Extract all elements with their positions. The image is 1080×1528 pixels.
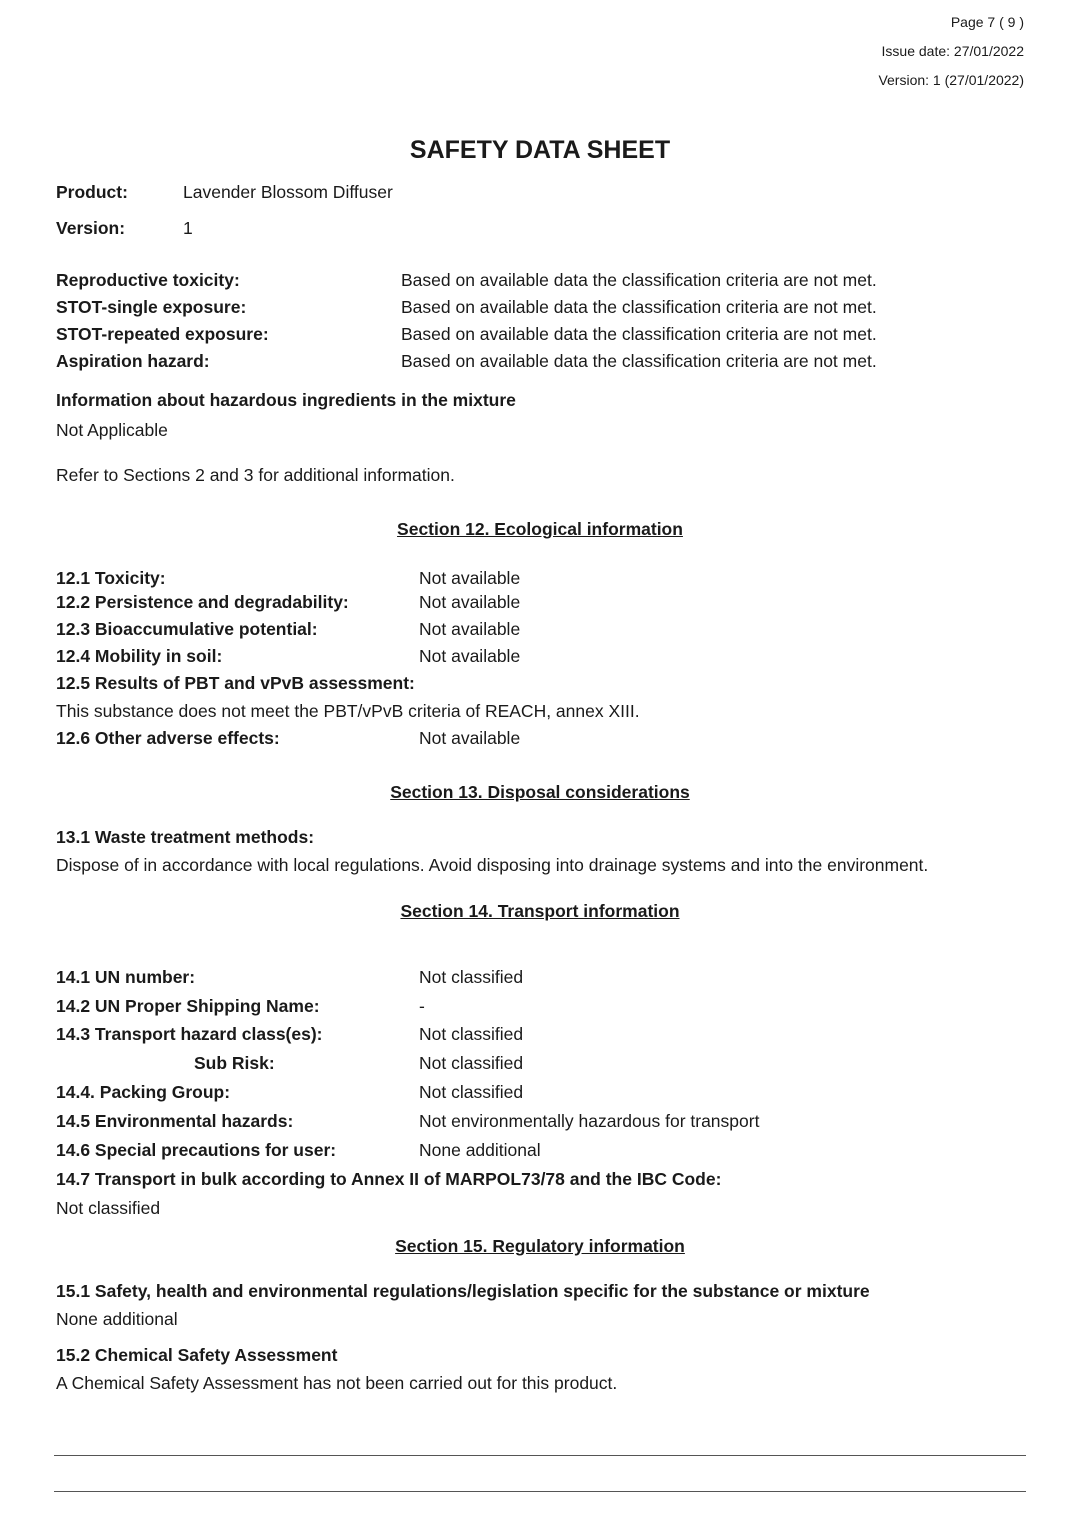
persistence-label: 12.2 Persistence and degradability:: [56, 592, 349, 612]
hazard-class-label: 14.3 Transport hazard class(es):: [56, 1024, 323, 1044]
toxicity-label: 12.1 Toxicity:: [56, 568, 166, 588]
regulations-label: 15.1 Safety, health and environmental regulations/legislation specific for the substance or mixture: [56, 1281, 870, 1301]
mobility-value: Not available: [419, 646, 521, 666]
un-number-value: Not classified: [419, 967, 524, 987]
issue-date: Issue date: 27/01/2022: [881, 43, 1024, 59]
footer-rule-bottom: [54, 1491, 1026, 1492]
bulk-transport-value: Not classified: [56, 1198, 161, 1218]
section-13-heading: Section 13. Disposal considerations: [390, 782, 690, 802]
section-12-heading: Section 12. Ecological information: [397, 519, 683, 539]
other-effects-label: 12.6 Other adverse effects:: [56, 728, 280, 748]
aspiration-hazard-label: Aspiration hazard:: [56, 351, 210, 371]
waste-treatment-label: 13.1 Waste treatment methods:: [56, 827, 315, 847]
environmental-hazards-value: Not environmentally hazardous for transport: [419, 1111, 760, 1131]
stot-single-label: STOT-single exposure:: [56, 297, 247, 317]
packing-group-label: 14.4. Packing Group:: [56, 1082, 231, 1102]
stot-repeated-value: Based on available data the classification criteria are not met.: [401, 324, 877, 344]
un-number-label: 14.1 UN number:: [56, 967, 196, 987]
toxicity-value: Not available: [419, 568, 521, 588]
version-value: 1: [183, 218, 193, 238]
mobility-label: 12.4 Mobility in soil:: [56, 646, 223, 666]
special-precautions-label: 14.6 Special precautions for user:: [56, 1140, 337, 1160]
product-label: Product:: [56, 182, 128, 202]
bulk-transport-label: 14.7 Transport in bulk according to Annex II of MARPOL73/78 and the IBC Code:: [56, 1169, 722, 1189]
special-precautions-value: None additional: [419, 1140, 541, 1160]
stot-single-value: Based on available data the classification criteria are not met.: [401, 297, 877, 317]
pbt-label: 12.5 Results of PBT and vPvB assessment:: [56, 673, 415, 693]
pbt-text: This substance does not meet the PBT/vPvB criteria of REACH, annex XIII.: [56, 701, 640, 721]
chemical-safety-label: 15.2 Chemical Safety Assessment: [56, 1345, 338, 1365]
shipping-name-label: 14.2 UN Proper Shipping Name:: [56, 996, 320, 1016]
footer-rule-top: [54, 1455, 1026, 1456]
page-number: Page 7 ( 9 ): [950, 14, 1024, 30]
document-title: SAFETY DATA SHEET: [409, 136, 671, 164]
other-effects-value: Not available: [419, 728, 521, 748]
chemical-safety-value: A Chemical Safety Assessment has not been carried out for this product.: [56, 1373, 618, 1393]
product-value: Lavender Blossom Diffuser: [183, 182, 393, 202]
bioaccumulative-value: Not available: [419, 619, 521, 639]
section-14-heading: Section 14. Transport information: [400, 901, 680, 921]
persistence-value: Not available: [419, 592, 521, 612]
packing-group-value: Not classified: [419, 1082, 524, 1102]
hazardous-info-heading: Information about hazardous ingredients in the mixture: [56, 390, 516, 410]
aspiration-hazard-value: Based on available data the classification criteria are not met.: [401, 351, 877, 371]
sub-risk-label: Sub Risk:: [194, 1053, 275, 1073]
version-info: Version: 1 (27/01/2022): [878, 72, 1024, 88]
refer-note: Refer to Sections 2 and 3 for additional information.: [56, 465, 455, 485]
regulations-value: None additional: [56, 1309, 178, 1329]
sub-risk-value: Not classified: [419, 1053, 524, 1073]
waste-treatment-text: Dispose of in accordance with local regulations. Avoid disposing into drainage systems and into the environment.: [56, 855, 929, 875]
bioaccumulative-label: 12.3 Bioaccumulative potential:: [56, 619, 318, 639]
stot-repeated-label: STOT-repeated exposure:: [56, 324, 269, 344]
shipping-name-value: -: [419, 996, 425, 1016]
version-label: Version:: [56, 218, 126, 238]
reproductive-toxicity-value: Based on available data the classification criteria are not met.: [401, 270, 877, 290]
hazardous-info-value: Not Applicable: [56, 420, 168, 440]
hazard-class-value: Not classified: [419, 1024, 524, 1044]
reproductive-toxicity-label: Reproductive toxicity:: [56, 270, 240, 290]
environmental-hazards-label: 14.5 Environmental hazards:: [56, 1111, 294, 1131]
section-15-heading: Section 15. Regulatory information: [395, 1236, 685, 1256]
